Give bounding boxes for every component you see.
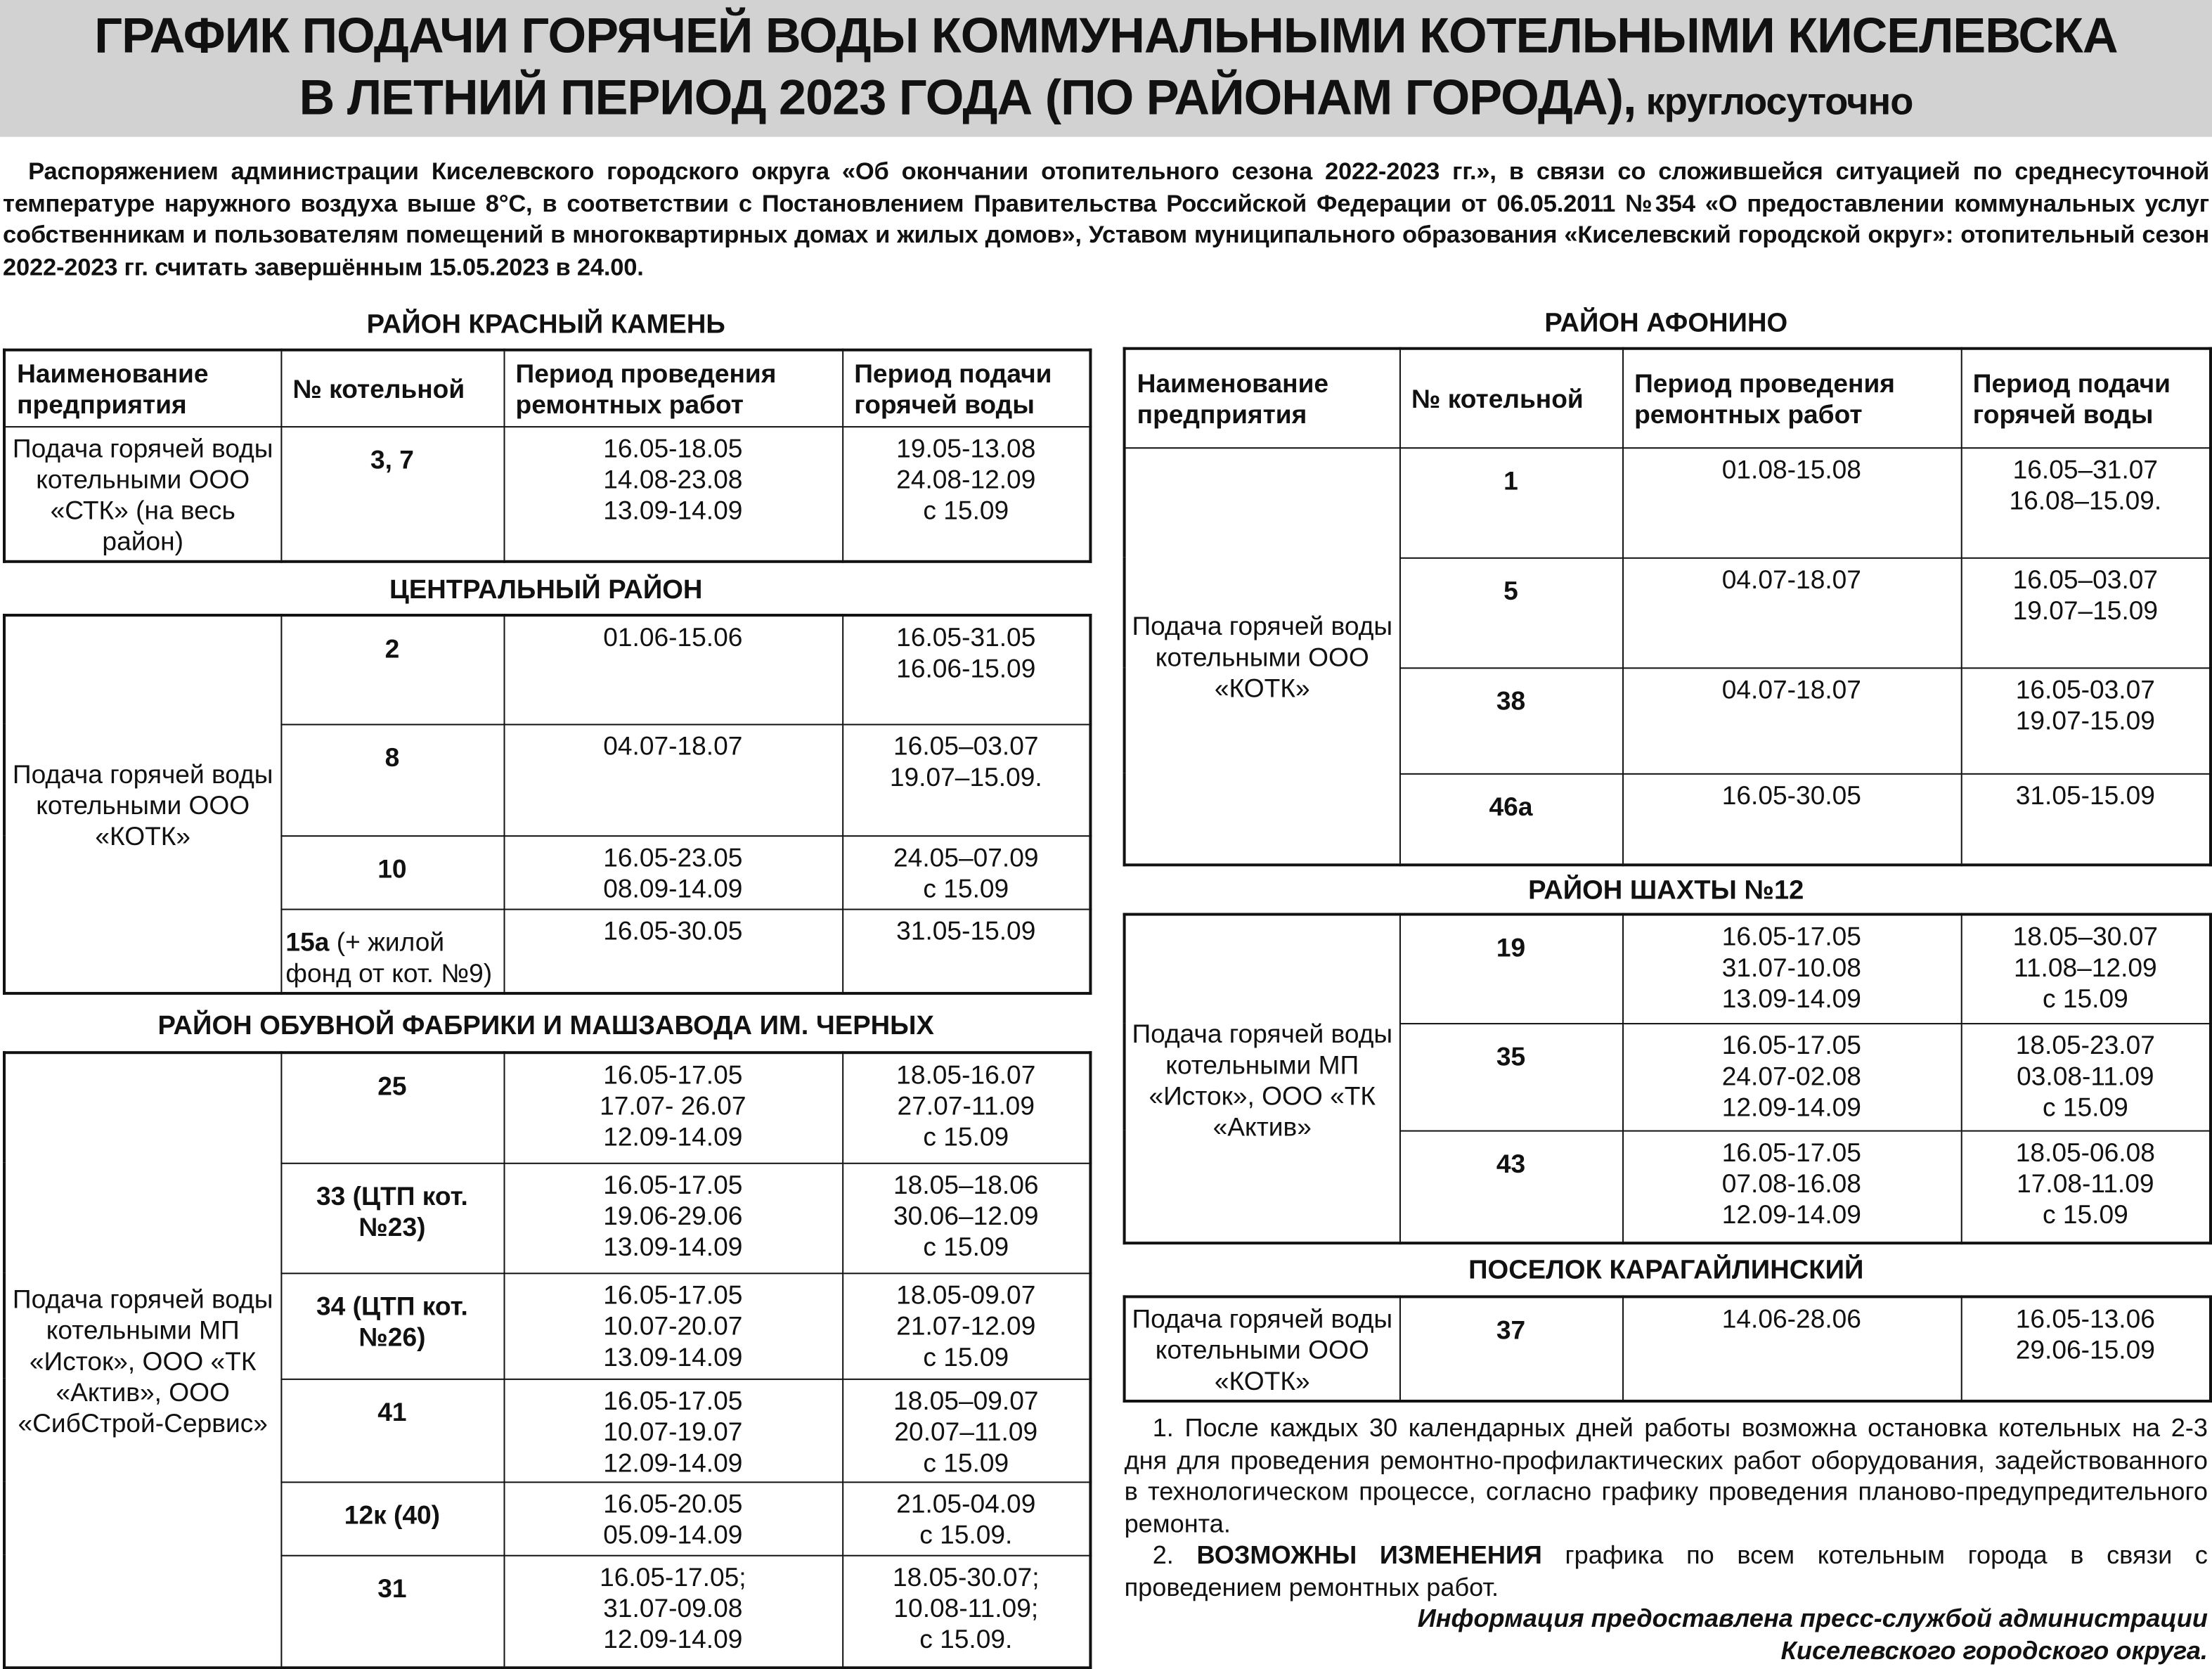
repair-period-cell xyxy=(1622,1296,1961,1401)
section-title: РАЙОН ОБУВНОЙ ФАБРИКИ И МАШЗАВОДА ИМ. ЧЕРНЫХ xyxy=(157,1012,934,1042)
boiler-number xyxy=(280,1481,503,1554)
boiler-number xyxy=(280,1163,503,1273)
boiler-label: 10 xyxy=(377,853,407,883)
supply-period-cell xyxy=(842,1379,1090,1482)
repair-period: 16.05-17.05 xyxy=(603,1279,743,1309)
repair-period: 04.07-18.07 xyxy=(1721,674,1861,704)
supply-period-cell xyxy=(842,1481,1090,1554)
repair-period-cell xyxy=(1622,1023,1961,1130)
supply-period: 18.05-16.07 xyxy=(896,1059,1036,1090)
repair-period-cell xyxy=(503,1052,842,1163)
repair-period: 08.09-14.09 xyxy=(603,872,743,903)
section-title: ПОСЕЛОК КАРАГАЙЛИНСКИЙ xyxy=(1468,1256,1864,1286)
page-title-line1: ГРАФИК ПОДАЧИ ГОРЯЧЕЙ ВОДЫ КОММУНАЛЬНЫМИ КОТЕЛЬНЫМИ КИСЕЛЕВСКА xyxy=(94,8,2118,64)
repair-period-cell xyxy=(503,835,842,908)
repair-period-cell xyxy=(1622,558,1961,668)
supply-period: 11.08–12.09 xyxy=(2013,952,2157,982)
repair-period-cell xyxy=(503,1379,842,1482)
note-2-rest: графика по всем котельным города в связи с проведением ремонтных работ. xyxy=(1124,1540,2208,1601)
supply-period: 16.05–31.07 xyxy=(2012,453,2159,484)
credit xyxy=(1125,1603,2208,1666)
header-boiler: № котельной xyxy=(280,350,503,426)
boiler-number xyxy=(280,1272,503,1379)
repair-period: 13.09-14.09 xyxy=(1721,983,1861,1014)
supply-period: 18.05–18.06 xyxy=(893,1168,1039,1199)
supply-period-cell xyxy=(1961,558,2211,668)
boiler-number xyxy=(1399,1296,1622,1401)
table-row xyxy=(4,426,1090,562)
boiler-number xyxy=(1399,1130,1622,1244)
schedule-table xyxy=(1123,1295,2212,1403)
section-title: РАЙОН ШАХТЫ №12 xyxy=(1528,876,1804,906)
supply-period: 19.07-15.09 xyxy=(2015,704,2155,735)
boiler-label: 31 xyxy=(377,1572,407,1602)
repair-period: 16.05-17.05 xyxy=(1721,1136,1861,1166)
boiler-label: 34 (ЦТП кот. №26) xyxy=(316,1290,468,1351)
supply-period-cell xyxy=(1961,773,2211,865)
supply-period-cell xyxy=(1961,1296,2211,1401)
boiler-label: 41 xyxy=(377,1396,407,1426)
boiler-label: 19 xyxy=(1496,932,1526,962)
title-line2-main: В ЛЕТНИЙ ПЕРИОД 2023 ГОДА (ПО РАЙОНАМ ГОРОДА), xyxy=(299,70,1636,126)
repair-period-cell xyxy=(503,426,842,562)
supply-period-cell xyxy=(842,615,1090,724)
supply-period-cell xyxy=(842,1052,1090,1163)
repair-period-cell xyxy=(503,1481,842,1554)
boiler-label: 43 xyxy=(1496,1147,1526,1178)
note-2-prefix: 2. xyxy=(1152,1540,1197,1569)
repair-period: 31.07-09.08 xyxy=(603,1592,743,1623)
repair-period: 01.08-15.08 xyxy=(1721,453,1861,484)
boiler-number xyxy=(280,909,503,993)
header-supply: Период подачи горячей воды xyxy=(1961,349,2211,447)
schedule-table xyxy=(1123,913,2212,1245)
repair-period-cell xyxy=(503,1272,842,1379)
boiler-label: 38 xyxy=(1496,685,1526,715)
supply-period: 31.05-15.09 xyxy=(896,915,1036,945)
repair-period: 16.05-17.05 xyxy=(1721,1029,1861,1059)
repair-period: 04.07-18.07 xyxy=(1721,563,1861,593)
supply-period: 18.05–30.07 xyxy=(2012,921,2159,951)
supply-period: 16.06-15.09 xyxy=(896,653,1036,683)
supply-period: с 15.09. xyxy=(919,1623,1013,1654)
boiler-number xyxy=(1399,773,1622,865)
repair-period: 12.09-14.09 xyxy=(1721,1198,1861,1229)
repair-period: 16.05-30.05 xyxy=(603,915,743,945)
repair-period-cell xyxy=(1622,1130,1961,1244)
repair-period: 12.09-14.09 xyxy=(603,1447,743,1477)
supply-period-cell xyxy=(842,1555,1090,1668)
boiler-number xyxy=(280,724,503,836)
page-title-line2 xyxy=(0,67,2212,132)
repair-period-cell xyxy=(503,909,842,993)
intro-paragraph: Распоряжением администрации Киселевского городского округа «Об окончании отопительного сезона 2022-2023 гг.», в связи со сложившейся ситуацией по среднесуточной температуре наружного воздуха выше 8°С, в соответствии с Постановлением Правительства Российской Федерации от 06.05.2011 №354 «О предоставлении коммунальных услуг собственникам и пользователям помещений в многоквартирных домах и жилых домов», Уставом муниципального образования «Киселевский городской округ»: отопительный сезон 2022-2023 гг. считать завершённым 15.05.2023 в 24.00. xyxy=(3,156,2209,281)
repair-period: 04.07-18.07 xyxy=(603,730,743,760)
table-row xyxy=(1125,1296,2211,1401)
boiler-label: 1 xyxy=(1503,465,1518,495)
schedule-table xyxy=(3,614,1092,994)
repair-period: 16.05-17.05 xyxy=(603,1384,743,1415)
supply-period-cell xyxy=(842,1272,1090,1379)
table-row xyxy=(1125,915,2211,1024)
boiler-label: 8 xyxy=(384,741,400,771)
boiler-number xyxy=(280,426,503,562)
boiler-number xyxy=(280,1379,503,1482)
supply-period: 21.07-12.09 xyxy=(896,1310,1036,1340)
supply-period-cell xyxy=(842,835,1090,908)
repair-period: 16.05-30.05 xyxy=(1721,779,1861,810)
repair-period-cell xyxy=(503,1555,842,1668)
repair-period: 16.05-18.05 xyxy=(603,432,743,463)
schedule-table xyxy=(1123,347,2212,867)
section-title: РАЙОН КРАСНЫЙ КАМЕНЬ xyxy=(366,310,725,340)
boiler-number xyxy=(1399,558,1622,668)
repair-period-cell xyxy=(503,1163,842,1273)
repair-period: 10.07-19.07 xyxy=(603,1416,743,1446)
supply-period: 21.05-04.09 xyxy=(896,1488,1036,1518)
supply-period-cell xyxy=(842,724,1090,836)
boiler-label: 33 (ЦТП кот. №23) xyxy=(316,1180,468,1242)
supply-period-cell xyxy=(842,1163,1090,1273)
supply-period: 16.05–03.07 xyxy=(893,730,1039,760)
header-repair: Период проведения ремонтных работ xyxy=(503,350,842,426)
schedule-table xyxy=(3,1051,1092,1669)
boiler-label: 3, 7 xyxy=(370,444,414,474)
table-row xyxy=(4,615,1090,724)
supply-period-cell xyxy=(842,426,1090,562)
credit-line1: Информация предоставлена пресс-службой администрации xyxy=(1417,1604,2208,1633)
supply-period-cell xyxy=(1961,447,2211,558)
repair-period: 16.05-17.05 xyxy=(603,1168,743,1199)
supply-period: 16.05-13.06 xyxy=(2015,1303,2155,1334)
supply-period-cell xyxy=(842,909,1090,993)
supply-period: 10.08-11.09; xyxy=(893,1592,1039,1623)
table-row xyxy=(4,1052,1090,1163)
supply-period: 16.05-31.05 xyxy=(896,622,1036,652)
boiler-number xyxy=(280,835,503,908)
company-cell: Подача горячей воды котельными ООО «КОТК» xyxy=(1125,447,1399,865)
boiler-number xyxy=(1399,915,1622,1024)
supply-period: 16.08–15.09. xyxy=(2009,484,2162,515)
supply-period: 16.05–03.07 xyxy=(2012,563,2159,593)
boiler-label: 25 xyxy=(377,1071,407,1101)
repair-period: 14.08-23.08 xyxy=(603,463,743,494)
repair-period: 16.05-20.05 xyxy=(603,1488,743,1518)
repair-period: 16.05-23.05 xyxy=(603,842,743,872)
supply-period: 31.05-15.09 xyxy=(2015,779,2155,810)
repair-period-cell xyxy=(1622,447,1961,558)
title-line2-suffix: круглосуточно xyxy=(1636,80,1913,123)
repair-period: 10.07-20.07 xyxy=(603,1310,743,1340)
repair-period: 07.08-16.08 xyxy=(1721,1167,1861,1197)
supply-period: 03.08-11.09 xyxy=(2017,1060,2154,1090)
notes xyxy=(1125,1412,2208,1666)
boiler-label: 46а xyxy=(1489,790,1533,821)
supply-period: с 15.09 xyxy=(923,1121,1009,1152)
supply-period: 19.07–15.09. xyxy=(889,761,1042,791)
supply-period: 24.05–07.09 xyxy=(893,842,1039,872)
section-title: РАЙОН АФОНИНО xyxy=(1544,309,1788,339)
repair-period: 24.07-02.08 xyxy=(1721,1060,1861,1090)
supply-period: с 15.09. xyxy=(919,1519,1013,1549)
supply-period-cell xyxy=(1961,667,2211,773)
repair-period: 13.09-14.09 xyxy=(603,1231,743,1261)
boiler-number xyxy=(280,1555,503,1668)
supply-period: с 15.09 xyxy=(923,494,1009,524)
company-cell: Подача горячей воды котельными ООО «КОТК» xyxy=(4,615,280,993)
company-cell: Подача горячей воды котельными МП «Исток», ООО «ТК «Актив» xyxy=(1125,915,1399,1244)
repair-period: 16.05-17.05; xyxy=(600,1561,746,1591)
boiler-number xyxy=(1399,1023,1622,1130)
repair-period: 05.09-14.09 xyxy=(603,1519,743,1549)
table-header-row xyxy=(4,350,1090,426)
repair-period: 13.09-14.09 xyxy=(603,1341,743,1371)
boiler-label: 12к (40) xyxy=(344,1499,441,1529)
supply-period: 18.05–09.07 xyxy=(893,1384,1039,1415)
boiler-label: 37 xyxy=(1496,1315,1526,1345)
repair-period: 01.06-15.06 xyxy=(603,622,743,652)
supply-period-cell xyxy=(1961,915,2211,1024)
schedule-table xyxy=(3,349,1092,563)
repair-period: 17.07- 26.07 xyxy=(600,1090,746,1121)
note-1: 1. После каждых 30 календарных дней работы возможна остановка котельных на 2-3 дня для проведения ремонтно-профилактических работ оборудования, задействованного в технологическом процессе, согласно графику проведения планово-предупредительного ремонта. xyxy=(1124,1414,2208,1538)
table-row xyxy=(1125,447,2211,558)
supply-period: с 15.09 xyxy=(923,1341,1009,1371)
supply-period: 18.05-23.07 xyxy=(2015,1029,2155,1059)
supply-period: с 15.09 xyxy=(2042,983,2128,1014)
boiler-number xyxy=(1399,667,1622,773)
supply-period: 18.05-06.08 xyxy=(2015,1136,2155,1166)
header-boiler: № котельной xyxy=(1399,349,1622,447)
supply-period: с 15.09 xyxy=(2042,1198,2128,1229)
company-cell: Подача горячей воды котельными МП «Исток», ООО «ТК «Актив», ООО «СибСтрой-Сервис» xyxy=(4,1052,280,1668)
supply-period: 17.08-11.09 xyxy=(2017,1167,2154,1197)
supply-period: 19.07–15.09 xyxy=(2012,594,2159,625)
supply-period-cell xyxy=(1961,1023,2211,1130)
repair-period: 13.09-14.09 xyxy=(603,494,743,524)
supply-period: с 15.09 xyxy=(923,872,1009,903)
boiler-label: 15а xyxy=(285,926,330,956)
supply-period: 20.07–11.09 xyxy=(894,1416,1038,1446)
supply-period: 18.05-30.07; xyxy=(893,1561,1040,1591)
supply-period: 18.05-09.07 xyxy=(896,1279,1036,1309)
supply-period: 24.08-12.09 xyxy=(896,463,1036,494)
repair-period: 16.05-17.05 xyxy=(1721,921,1861,951)
company-cell: Подача горячей воды котельными ООО «СТК» (на весь район) xyxy=(4,426,280,562)
supply-period-cell xyxy=(1961,1130,2211,1244)
boiler-number xyxy=(1399,447,1622,558)
repair-period: 16.05-17.05 xyxy=(603,1059,743,1090)
supply-period: с 15.09 xyxy=(923,1231,1009,1261)
header-repair: Период проведения ремонтных работ xyxy=(1622,349,1961,447)
header-company: Наименование предприятия xyxy=(1125,349,1399,447)
repair-period-cell xyxy=(1622,667,1961,773)
repair-period: 14.06-28.06 xyxy=(1721,1303,1861,1334)
note-2 xyxy=(1125,1540,2208,1603)
company-cell: Подача горячей воды котельными ООО «КОТК» xyxy=(1125,1296,1399,1401)
supply-period: 27.07-11.09 xyxy=(897,1090,1035,1121)
repair-period-cell xyxy=(503,615,842,724)
repair-period-cell xyxy=(1622,773,1961,865)
supply-period: с 15.09 xyxy=(2042,1091,2128,1121)
repair-period-cell xyxy=(1622,915,1961,1024)
header-supply: Период подачи горячей воды xyxy=(842,350,1090,426)
credit-line2: Киселевского городского округа. xyxy=(1780,1636,2208,1665)
boiler-label: 5 xyxy=(1503,574,1518,605)
supply-period: 16.05-03.07 xyxy=(2015,674,2155,704)
header-company: Наименование предприятия xyxy=(4,350,280,426)
supply-period: 19.05-13.08 xyxy=(896,432,1036,463)
repair-period: 12.09-14.09 xyxy=(1721,1091,1861,1121)
repair-period: 19.06-29.06 xyxy=(603,1199,743,1230)
supply-period: 30.06–12.09 xyxy=(893,1199,1039,1230)
repair-period: 12.09-14.09 xyxy=(603,1121,743,1152)
repair-period: 31.07-10.08 xyxy=(1721,952,1861,982)
boiler-number xyxy=(280,1052,503,1163)
repair-period: 12.09-14.09 xyxy=(603,1623,743,1654)
supply-period: 29.06-15.09 xyxy=(2015,1334,2155,1365)
boiler-label: 35 xyxy=(1496,1040,1526,1071)
boiler-label: 2 xyxy=(384,633,400,664)
boiler-note: (+ жилой фонд от кот. №9) xyxy=(285,926,493,987)
note-2-bold: ВОЗМОЖНЫ ИЗМЕНЕНИЯ xyxy=(1196,1540,1542,1569)
section-title: ЦЕНТРАЛЬНЫЙ РАЙОН xyxy=(389,575,703,606)
repair-period-cell xyxy=(503,724,842,836)
boiler-number xyxy=(280,615,503,724)
table-header-row xyxy=(1125,349,2211,447)
title-band xyxy=(0,0,2212,137)
supply-period: с 15.09 xyxy=(923,1447,1009,1477)
